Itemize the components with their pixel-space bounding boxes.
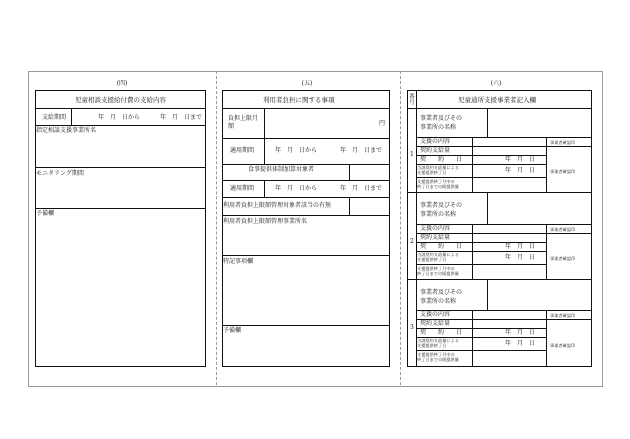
end-date-label-l1: 当該契約支給量による (417, 338, 459, 343)
period-to-2: 年 月 日まで (340, 185, 383, 192)
block-divider (407, 279, 592, 280)
divider (222, 108, 390, 109)
number-column-divider (416, 90, 417, 367)
period-label: 適用期間 (230, 147, 255, 154)
divider (222, 164, 390, 165)
meal-label: 食事提供体制加算対象者 (248, 166, 315, 173)
number-header: 番号 (409, 94, 415, 106)
divider (546, 137, 547, 192)
divider (264, 180, 265, 197)
contract-date-value: 年 月 日 (505, 156, 536, 163)
block-number: 3 (410, 324, 414, 331)
cap-label: 負担上限月額 (228, 115, 259, 131)
amount-label: 契約支給量 (420, 147, 451, 154)
divider (349, 164, 350, 180)
monitoring-period-label: モニタリング期間 (36, 170, 84, 177)
confirm-stamp-label: 事業者確認印 (550, 169, 576, 174)
section-label-four: (四) (116, 80, 128, 87)
remarks-label: 予備欄 (223, 327, 242, 334)
section-label-five: (五) (301, 80, 313, 87)
end-date-label-l2: 支援提供終了日 (417, 257, 447, 262)
divider (487, 192, 488, 224)
period-from: 年 月 日から (98, 114, 141, 121)
end-date-value: 年 月 日 (505, 167, 536, 174)
office-name-label-l2: 事業所の名称 (420, 124, 457, 131)
divider (487, 108, 488, 137)
period-label: 支給期間 (42, 114, 67, 121)
divider (222, 215, 390, 216)
panel-six-title: 児童通所支援事業者記入欄 (458, 96, 536, 104)
contract-date-value: 年 月 日 (505, 329, 536, 336)
block-number: 1 (410, 151, 414, 158)
office-name-label-l2: 事業所の名称 (420, 298, 457, 305)
confirm-stamp-label: 事業者確認印 (550, 343, 576, 348)
end-date-value: 年 月 日 (505, 254, 536, 261)
period-from: 年 月 日から (275, 147, 318, 154)
remaining-label-l1: 支援提供終了月中の (417, 352, 455, 357)
block-divider (407, 192, 592, 193)
divider (416, 264, 546, 265)
end-date-label-l2: 支援提供終了日 (417, 170, 447, 175)
designated-office-label: 指定相談支援事業所名 (36, 127, 97, 134)
divider (222, 180, 390, 181)
divider (472, 137, 473, 192)
office-name-label-l1: 事業者及びその (420, 202, 463, 209)
remaining-label-l2: 終了日までの既提供量 (417, 184, 459, 189)
remaining-label-l2: 終了日までの既提供量 (417, 271, 459, 276)
divider (35, 208, 206, 209)
confirm-stamp-label: 事業者確認印 (550, 256, 576, 261)
divider (35, 108, 206, 109)
confirm-stamp-label: 事業者確認印 (550, 313, 576, 318)
end-date-label-l1: 当該契約支給量による (417, 165, 459, 170)
divider (264, 108, 265, 164)
divider (487, 279, 488, 310)
support-label: 支援の内容 (420, 225, 451, 232)
amount-label: 契約支給量 (420, 234, 451, 241)
contract-date-label: 契 約 日 (420, 243, 463, 250)
divider (416, 350, 546, 351)
yen-unit: 円 (379, 120, 386, 127)
confirm-stamp-label: 事業者確認印 (550, 227, 576, 232)
office-name-label-l1: 事業者及びその (420, 115, 463, 122)
period-to: 年 月 日まで (340, 147, 383, 154)
divider (546, 310, 547, 367)
support-label: 支援の内容 (420, 311, 451, 318)
divider (222, 197, 390, 198)
end-date-label-l1: 当該契約支給量による (417, 252, 459, 257)
office-name-label-l2: 事業所の名称 (420, 211, 457, 218)
fold-line (216, 71, 217, 385)
contract-date-value: 年 月 日 (505, 243, 536, 250)
block-number: 2 (410, 238, 414, 245)
period-label-2: 適用期間 (230, 185, 255, 192)
divider (407, 108, 592, 109)
divider (222, 325, 390, 326)
office-name-label-l1: 事業者及びその (420, 289, 463, 296)
divider (472, 310, 473, 367)
amount-label: 契約支給量 (420, 320, 451, 327)
divider (472, 224, 473, 279)
confirm-stamp-label: 事業者確認印 (550, 140, 576, 145)
special-notes-label: 特記事項欄 (223, 258, 254, 265)
panel-five-title: 利用者負担に関する事項 (263, 96, 335, 104)
divider (35, 125, 206, 126)
period-to: 年 月 日まで (160, 114, 203, 121)
divider (546, 224, 547, 279)
remarks-label: 予備欄 (36, 210, 55, 217)
end-date-value: 年 月 日 (505, 340, 536, 347)
divider (35, 167, 206, 168)
end-date-label-l2: 支援提供終了日 (417, 343, 447, 348)
divider (222, 138, 390, 139)
panel-four-title: 児童相談支援給付費の支給内容 (75, 96, 166, 104)
remaining-label-l1: 支援提供終了月中の (417, 266, 455, 271)
mgmt-flag-label: 利用者負担上限額管理対象者該当の有無 (223, 202, 332, 209)
remaining-label-l1: 支援提供終了月中の (417, 179, 455, 184)
section-label-six: (六) (490, 80, 502, 87)
period-from-2: 年 月 日から (275, 185, 318, 192)
remaining-label-l2: 終了日までの既提供量 (417, 357, 459, 362)
support-label: 支援の内容 (420, 138, 451, 145)
fold-line (400, 71, 401, 385)
contract-date-label: 契 約 日 (420, 329, 463, 336)
divider (416, 177, 546, 178)
divider (71, 108, 72, 125)
divider (349, 197, 350, 215)
contract-date-label: 契 約 日 (420, 156, 463, 163)
divider (222, 255, 390, 256)
mgmt-office-label: 利用者負担上限額管理事業所名 (223, 218, 308, 225)
